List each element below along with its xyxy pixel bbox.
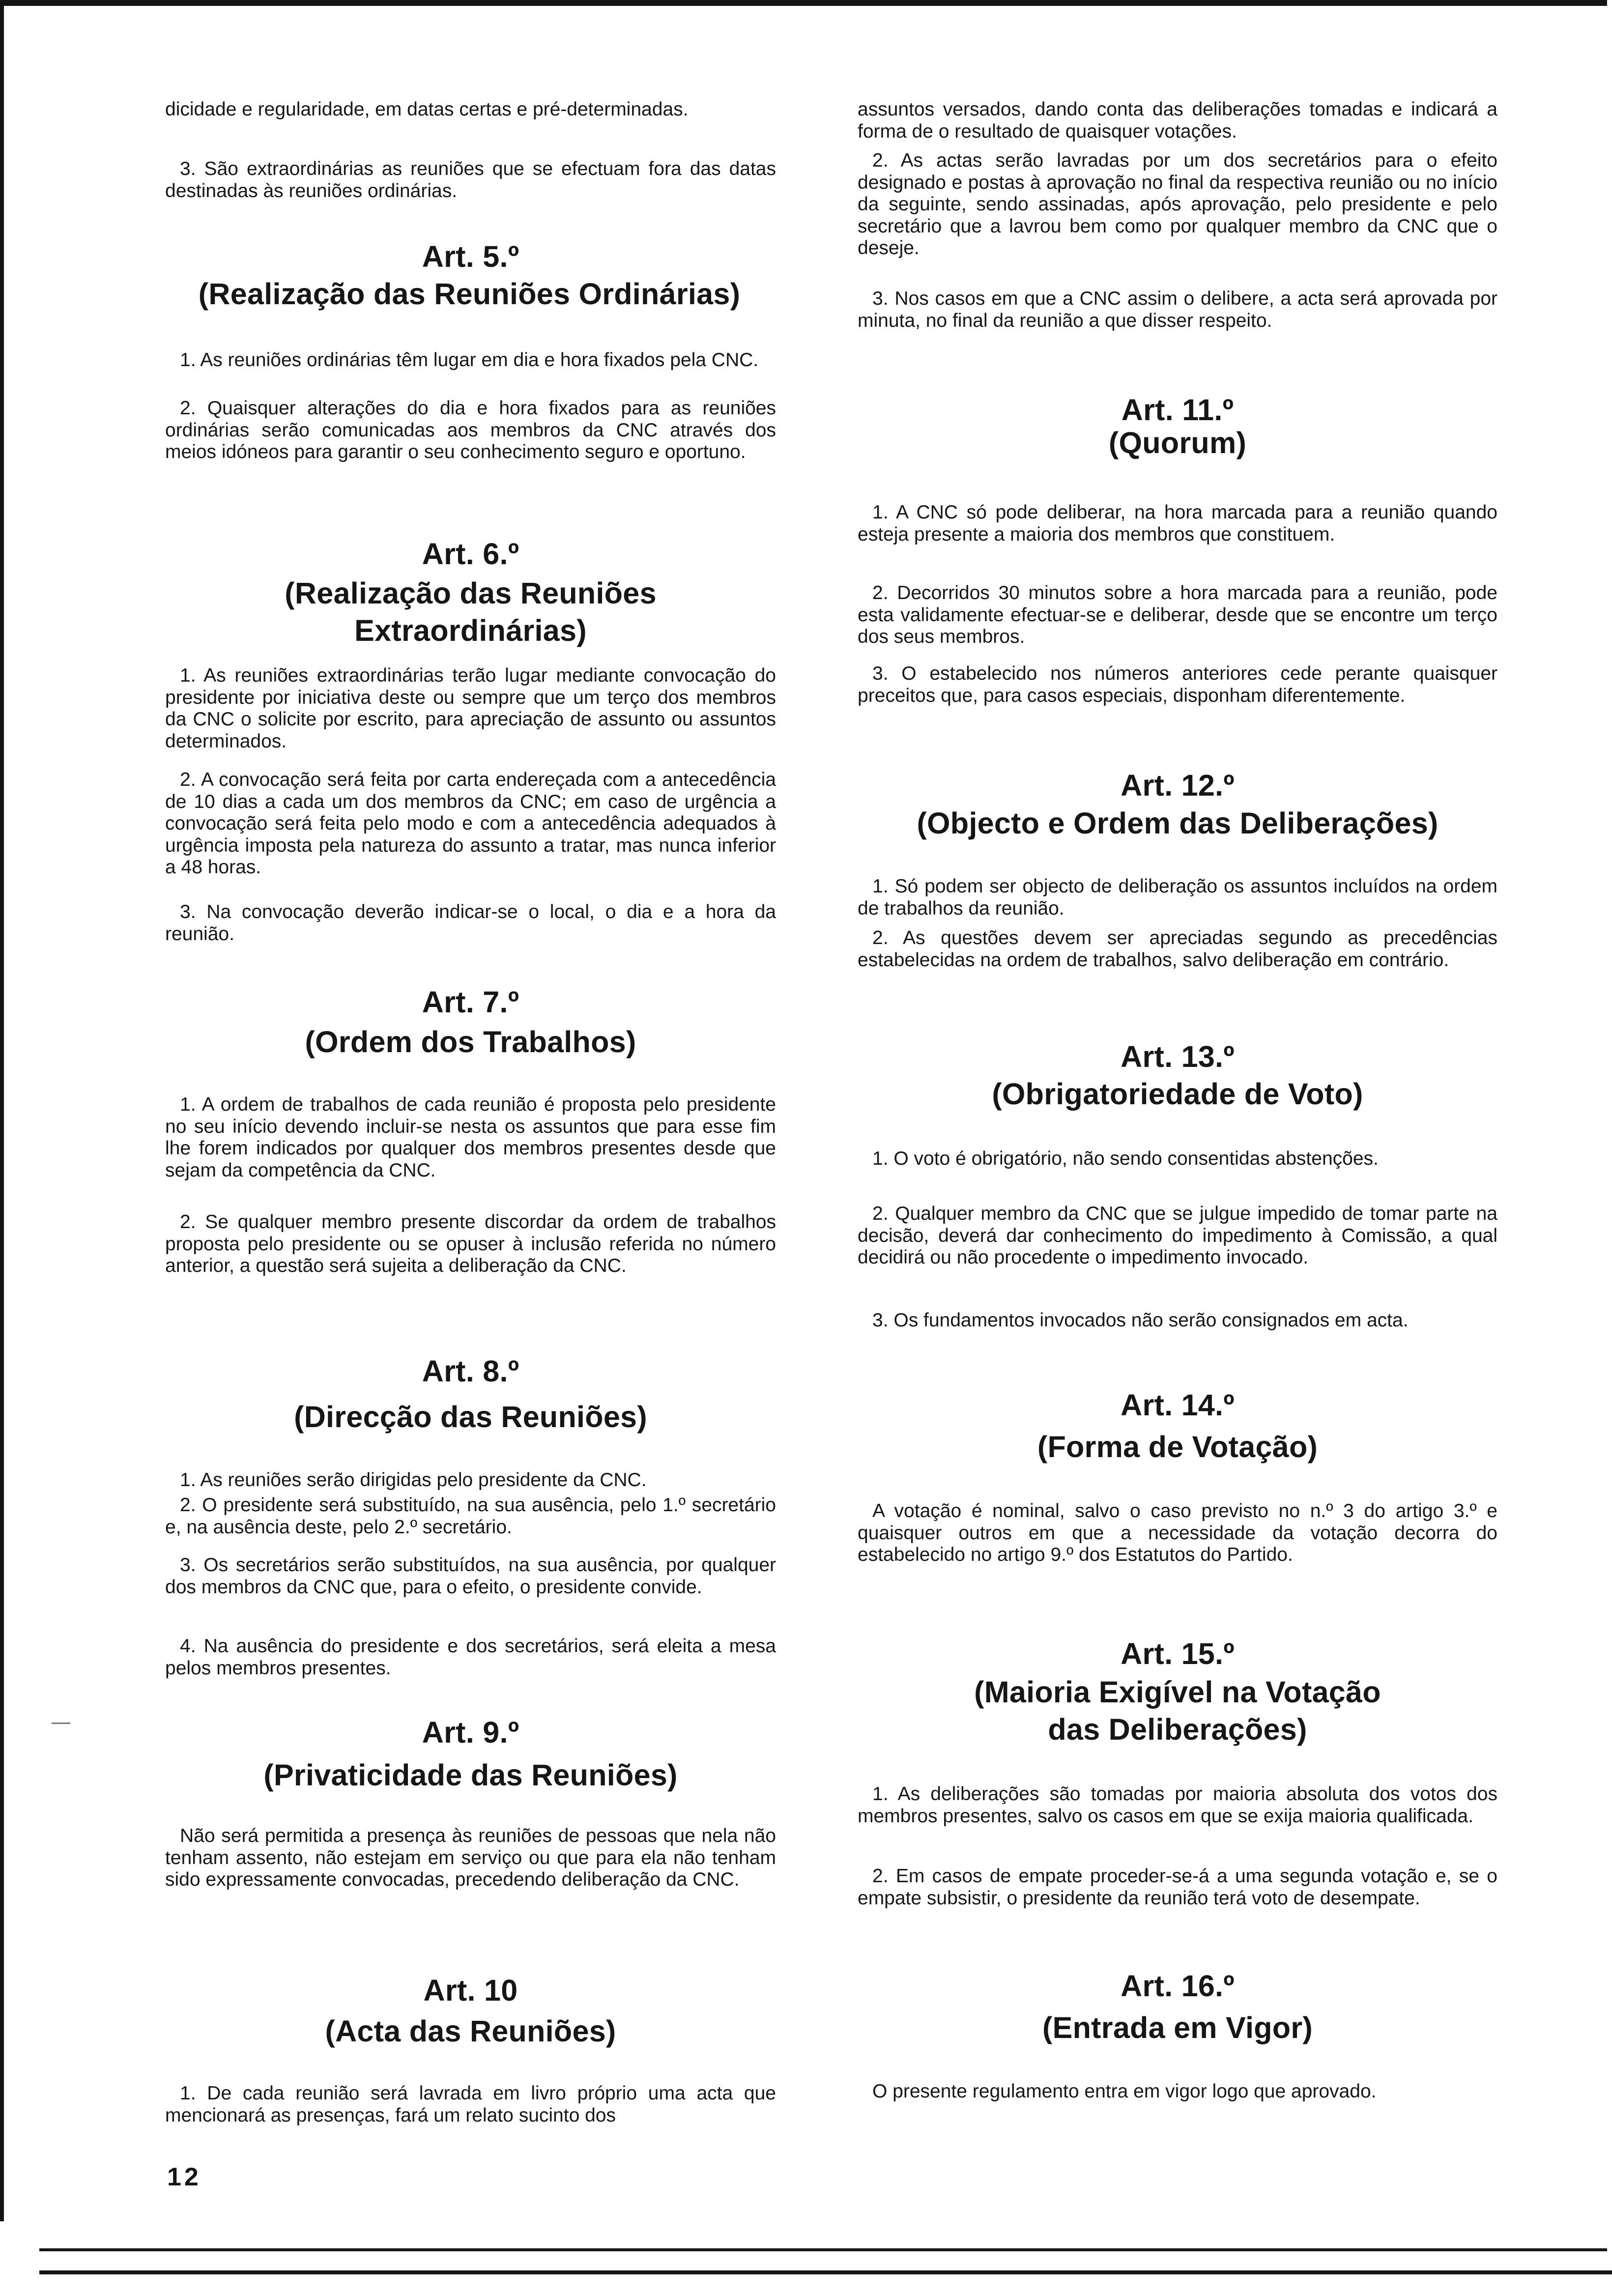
paragraph: 3. São extraordinárias as reuniões que se efectuam fora das datas destinadas às reuniões ordinárias. <box>165 158 776 201</box>
article-title: (Privaticidade das Reuniões) <box>263 1758 678 1792</box>
bottom-rule-lower <box>39 2270 1612 2274</box>
article-title: (Direcção das Reuniões) <box>294 1400 647 1434</box>
article-number: Art. 9.º <box>422 1716 519 1749</box>
page-number: 12 <box>167 2163 202 2191</box>
paragraph: 2. Em casos de empate proceder-se-á a uma segunda votação e, se o empate subsistir, o presidente da reunião terá voto de desempate. <box>858 1866 1497 1909</box>
article-number: Art. 6.º <box>422 537 519 571</box>
paragraph: 2. Quaisquer alterações do dia e hora fixados para as reuniões ordinárias serão comunicadas aos membros da CNC através dos meios idóneos para garantir o seu conhecimento seguro e oportuno. <box>165 398 776 462</box>
article-number: Art. 11.º <box>1121 393 1234 427</box>
paragraph: dicidade e regularidade, em datas certas e pré-determinadas. <box>165 99 689 120</box>
paragraph: 1. As reuniões serão dirigidas pelo presidente da CNC. <box>180 1469 647 1491</box>
paragraph: Não será permitida a presença às reuniões de pessoas que nela não tenham assento, não estejam em serviço ou que para ela não tenham sido expressamente convocadas, precedendo deliberação da CNC. <box>165 1825 776 1890</box>
paragraph: 2. As questões devem ser apreciadas segundo as precedências estabelecidas na ordem de trabalhos, salvo deliberação em contrário. <box>858 927 1497 971</box>
paragraph: 3. O estabelecido nos números anteriores cede perante quaisquer preceitos que, para casos especiais, disponham diferentemente. <box>858 663 1497 706</box>
paragraph: 1. As reuniões extraordinárias terão lugar mediante convocação do presidente por iniciativa deste ou sempre que um terço dos membros da CNC o solicite por escrito, para apreciação de assunto ou assuntos determinados. <box>165 665 776 752</box>
article-number: Art. 15.º <box>1121 1637 1235 1670</box>
article-title: Extraordinárias) <box>354 614 587 647</box>
paragraph: 1. A CNC só pode deliberar, na hora marcada para a reunião quando esteja presente a maioria dos membros que constituem. <box>858 502 1497 545</box>
bottom-rule <box>39 2248 1607 2251</box>
scan-dash-mark <box>52 1722 70 1724</box>
paragraph: 2. A convocação será feita por carta endereçada com a antecedência de 10 dias a cada um dos membros da CNC; em caso de urgência a convocação será feita pelo modo e com a antecedência adequados à urgência imposta pela natureza do assunto a tratar, mas nunca inferior a 48 horas. <box>165 769 776 878</box>
paragraph: 2. As actas serão lavradas por um dos secretários para o efeito designado e postas à aprovação no final da respectiva reunião ou no início da seguinte, sendo assinadas, após aprovação, pelo presidente e pelo secretário que a lavrou bem como por qualquer membro da CNC que o deseje. <box>858 150 1497 258</box>
paragraph: 1. De cada reunião será lavrada em livro próprio uma acta que mencionará as presenças, fará um relato sucinto dos <box>165 2083 776 2126</box>
paragraph: 1. O voto é obrigatório, não sendo consentidas abstenções. <box>872 1148 1379 1169</box>
paragraph: assuntos versados, dando conta das deliberações tomadas e indicará a forma de o resultado de quaisquer votações. <box>858 99 1497 142</box>
paragraph: 1. As reuniões ordinárias têm lugar em dia e hora fixados pela CNC. <box>180 349 759 371</box>
paragraph: 3. Os secretários serão substituídos, na sua ausência, por qualquer dos membros da CNC que, para o efeito, o presidente convide. <box>165 1554 776 1598</box>
paragraph: 2. Qualquer membro da CNC que se julgue impedido de tomar parte na decisão, deverá dar conhecimento do impedimento à Comissão, a qual decidirá ou não procedente o impedimento invocado. <box>858 1203 1497 1268</box>
article-title: (Quorum) <box>1108 426 1247 459</box>
article-number: Art. 7.º <box>422 985 519 1019</box>
article-title: (Entrada em Vigor) <box>1042 2011 1313 2044</box>
article-title: (Forma de Votação) <box>1037 1430 1318 1464</box>
article-title: (Objecto e Ordem das Deliberações) <box>917 806 1439 840</box>
article-title: (Acta das Reuniões) <box>325 2014 616 2048</box>
top-rule <box>0 0 1607 6</box>
left-rule <box>0 0 4 2221</box>
article-number: Art. 5.º <box>422 240 519 273</box>
paragraph: 3. Nos casos em que a CNC assim o delibere, a acta será aprovada por minuta, no final da reunião a que disser respeito. <box>858 288 1497 331</box>
paragraph: 3. Os fundamentos invocados não serão consignados em acta. <box>872 1310 1409 1331</box>
article-title: (Ordem dos Trabalhos) <box>305 1025 636 1059</box>
article-number: Art. 16.º <box>1121 1969 1235 2003</box>
paragraph: 1. Só podem ser objecto de deliberação os assuntos incluídos na ordem de trabalhos da reunião. <box>858 876 1497 919</box>
paragraph: 2. Decorridos 30 minutos sobre a hora marcada para a reunião, pode esta validamente efectuar-se e deliberar, desde que se encontre um terço dos seus membros. <box>858 582 1497 647</box>
paragraph: O presente regulamento entra em vigor logo que aprovado. <box>872 2081 1377 2102</box>
article-number: Art. 10 <box>423 1974 518 2007</box>
paragraph: 1. As deliberações são tomadas por maioria absoluta dos votos dos membros presentes, salvo os casos em que se exija maioria qualificada. <box>858 1783 1497 1827</box>
paragraph: 4. Na ausência do presidente e dos secretários, será eleita a mesa pelos membros presentes. <box>165 1636 776 1679</box>
article-number: Art. 14.º <box>1121 1388 1235 1422</box>
paragraph: A votação é nominal, salvo o caso previsto no n.º 3 do artigo 3.º e quaisquer outros em que a necessidade da votação decorra do estabelecido no artigo 9.º dos Estatutos do Partido. <box>858 1500 1497 1565</box>
paragraph: 1. A ordem de trabalhos de cada reunião é proposta pelo presidente no seu início devendo incluir-se nesta os assuntos que para esse fim lhe forem indicados por qualquer dos membros presentes desde que sejam da competência da CNC. <box>165 1094 776 1181</box>
paragraph: 3. Na convocação deverão indicar-se o local, o dia e a hora da reunião. <box>165 901 776 945</box>
article-number: Art. 12.º <box>1121 769 1235 802</box>
paragraph: 2. O presidente será substituído, na sua ausência, pelo 1.º secretário e, na ausência deste, pelo 2.º secretário. <box>165 1494 776 1538</box>
article-title: (Obrigatoriedade de Voto) <box>992 1077 1363 1111</box>
article-number: Art. 13.º <box>1121 1040 1235 1073</box>
article-title: (Realização das Reuniões <box>285 576 657 610</box>
paragraph: 2. Se qualquer membro presente discordar da ordem de trabalhos proposta pelo presidente ou se opuser à inclusão referida no número anterior, a questão será sujeita a deliberação da CNC. <box>165 1211 776 1276</box>
article-title: (Realização das Reuniões Ordinárias) <box>198 277 741 311</box>
article-title: (Maioria Exigível na Votação <box>974 1675 1381 1709</box>
article-number: Art. 8.º <box>422 1354 519 1388</box>
article-title: das Deliberações) <box>1048 1713 1307 1746</box>
